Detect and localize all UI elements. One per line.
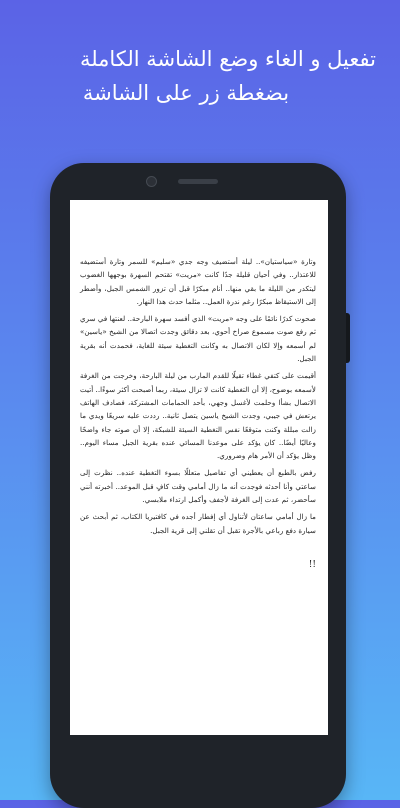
- promo-headline: [14, 42, 376, 110]
- headline-line-1: تفعيل و الغاء وضع الشاشة الكاملة: [79, 47, 376, 71]
- reader-page[interactable]: [80, 255, 316, 725]
- phone-camera: [146, 176, 157, 187]
- phone-side-button: [346, 313, 350, 363]
- paragraph-2: صحوت كدرًا نائمًا على وجه «مريت» الذي أفسد سهرة البارحة.. لعنتها في سري ثم رفع صوت مسموع صراخ أحوي، بعد دقائق وجدت اتصالا من الشيخ «ياسين» لم أسمعه وإلا لكان الاتصال به وكانت التغطية سيئة للغاية، فحمدت أنه بقرية الجبل.: [80, 314, 316, 364]
- page-ending-mark: !!: [308, 559, 316, 570]
- paragraph-4: رفض بالطبع أن يعطيني أي تفاصيل متعللًا بسوء التغطية عنده.. نظرت إلى ساعتي وأنا أحدثه فوجدت أنه ما زال أمامي وقت كافٍ قبل الموعد.. أخبرته أنني سأحضر، ثم عدت إلى الغرفة لأجفف وأكمل ارتداء ملابسي.: [80, 468, 316, 505]
- phone-earpiece: [178, 179, 218, 184]
- paragraph-3: أقيمت على كتفي غطاء تقيلًا للقدم المارب من ليلة البارحة، وخرجت من الغرفة لأسمعه بوضوح، إلا أن التغطية كانت لا تزال سيئة، ربما أصبحت أكثر سوءًا.. أتيت الاتصال بشأا وحلمت لأغسل وجهي، بأحد الحمامات المشتركة، فصادف الهاتف يرتعش في جيبي، وجدت الشيخ ياسين يتصل ثانية.. رددت عليه سريعًا ويدي ما زالت مبللة وكنت متوقعًا نفس التغطية السيئة للشبكة، إلا أن صوته جاء واضحًا وعاليًا أيضًا.. كان يؤكد على موعدنا المسائي عنده بقرية الجبل مساء اليوم.. وظل يؤكد أن الأمر هام وضروري.: [80, 371, 316, 461]
- paragraph-1: وتارة «سياستيان».. ليلة أستضيف وجه جدي «سليم» للسمر وتارة أستضيفه للاعتذار.. وفي أحيان قليلة جدًا كانت «مريت» تقتحم السهرة بوجهها الغضوب ليتكدر من الليلة ما بقي منها.. أنام مبكرًا قبل أن تزور الشمس الجبل، وأضطر إلى الاستيقاظ مبكرًا رغم ندرة العمل.. مثلما حدث هذا النهار.: [80, 257, 316, 306]
- paragraph-5: ما زال أمامي ساعتان لأتناول أي إفطار أجده في كافتيريا الكتاب، ثم أبحث عن سيارة دفع رباعي بالأجرة تقبل أن تقلني إلى قرية الجبل.: [80, 512, 316, 535]
- reader-screen[interactable]: [70, 200, 328, 735]
- headline-line-2: بضغطة زر على الشاشة: [82, 81, 290, 105]
